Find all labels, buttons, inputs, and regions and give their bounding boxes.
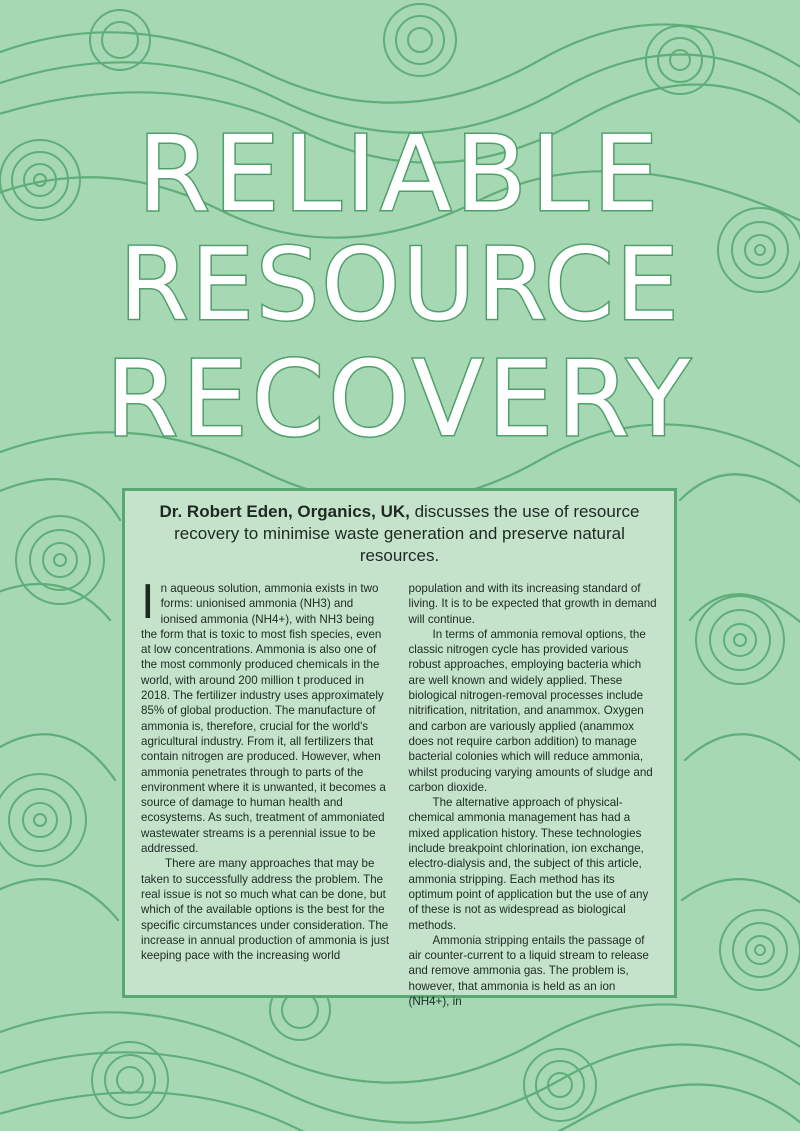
paragraph: There are many approaches that may be taken to successfully address the problem. The real issue is not so much what can be done, but which of the available options is the best for the specific circumstances under consideration. The increase in annual production of ammonia is just keeping pace with the increasing world [141, 857, 390, 963]
drop-cap: I [141, 575, 155, 629]
column-left [141, 575, 391, 1009]
author-byline: Dr. Robert Eden, Organics, UK, [159, 502, 410, 521]
paragraph: population and with its increasing standard of living. It is to be expected that growth in demand will continue. [408, 582, 657, 626]
column-right [409, 581, 659, 1009]
paragraph: The alternative approach of physical-chemical ammonia management has had a mixed application history. These technologies include breakpoint chlorination, ion exchange, electro-dialysis and, the subject of this article, ammonia stripping. Each method has its optimum point of application but the use of any of these is not as widespread as biological methods. [408, 796, 649, 932]
article-columns [141, 575, 658, 1009]
paragraph: Ammonia stripping entails the passage of air counter-current to a liquid stream to release and remove ammonia gas. The problem is, however, that ammonia is held as an ion (NH4+), in [408, 933, 649, 1009]
title-line-1: RELIABLE [137, 113, 663, 235]
article-panel [122, 488, 677, 1009]
paragraph-text: n aqueous solution, ammonia exists in two forms: unionised ammonia (NH3) and ionised ammonia (NH4+), with NH3 being the form that is toxic to most fish species, even at low concentrations. Ammonia is also one of the most commonly produced chemicals in the world, with around 200 million t produced in 2018. The fertilizer industry uses approximately 85% of global production. The manufacture of ammonia is, therefore, crucial for the world's agricultural industry. From it, all fertilizers that contain nitrogen are produced. However, when ammonia penetrates through to parts of the environment where it is unwanted, it becomes a source of damage to human health and ecosystems. As such, treatment of ammoniated wastewater streams is a perennial issue to be addressed. [141, 582, 386, 856]
intro-text: discusses the use of resource recovery to minimise waste generation and preserve natural resources. [174, 502, 640, 565]
paragraph: In terms of ammonia removal options, the classic nitrogen cycle has provided various robust approaches, employing bacteria which are well known and widely applied. These biological nitrogen-removal processes include nitrification, nitritation, and anammox. Oxygen and carbon are variously applied (anammox does not require carbon addition) to manage bacterial colonies which will reduce ammonia, whilst producing varying amounts of sludge and carbon dioxide. [408, 627, 653, 794]
title-line-3: RECOVERY [105, 338, 695, 460]
paragraph [141, 575, 391, 856]
title-line-2: RESOURCE [119, 226, 681, 343]
intro-standfirst [149, 501, 650, 567]
